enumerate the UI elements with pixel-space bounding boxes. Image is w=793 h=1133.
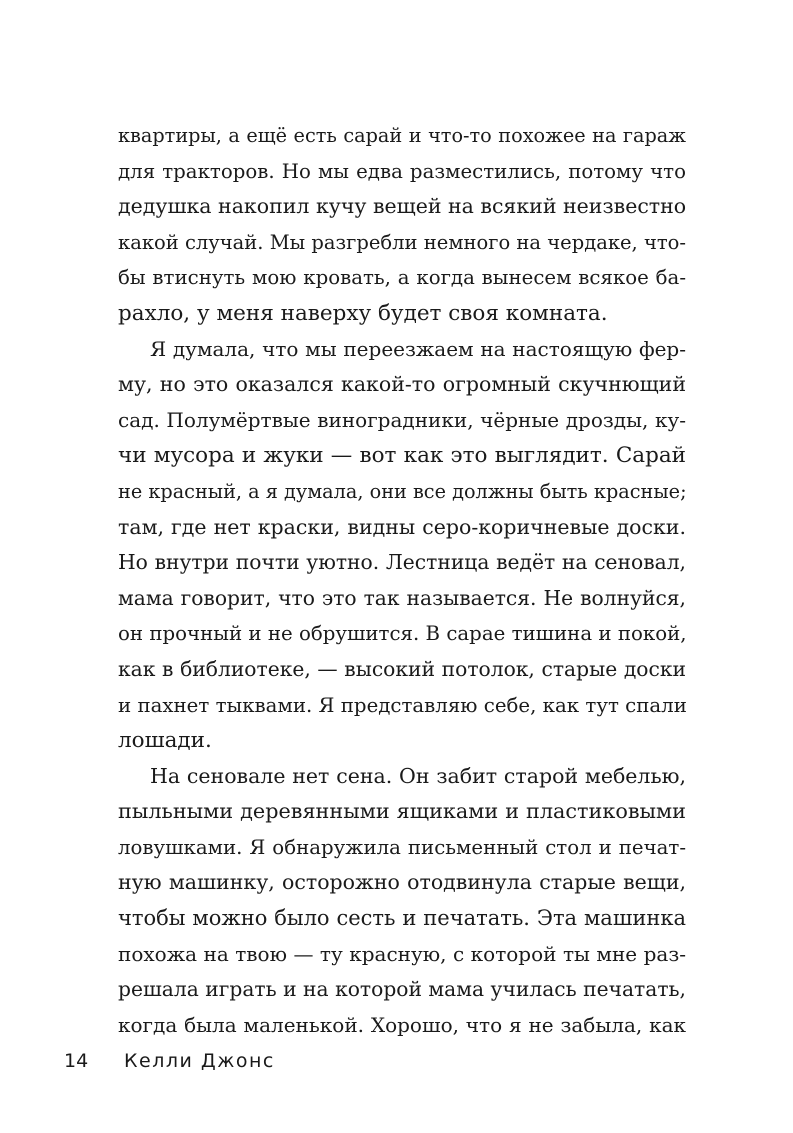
text-line: рахло, у меня наверху будет своя комната. [118, 300, 608, 326]
text-line: там, где нет краски, видны серо-коричневые доски. [118, 514, 686, 539]
text-line: бы втиснуть мою кровать, а когда вынесем всякое ба- [118, 266, 686, 290]
text-line: какой случай. Мы разгребли немного на чердаке, что- [118, 230, 686, 254]
page-footer [64, 1046, 275, 1076]
text-line: Я думала, что мы переезжаем на настоящую фер- [150, 336, 686, 361]
paragraph [118, 332, 686, 759]
text-line: пыльными деревянными ящиками и пластиковыми [118, 799, 686, 824]
text-line: чтобы можно было сесть и печатать. Эта машинка [118, 906, 686, 931]
text-line: он прочный и не обрушится. В сарае тишина и покой, [118, 622, 687, 646]
text-line: мама говорит, что это так называется. Не волнуйся, [118, 585, 686, 610]
paragraph [118, 118, 686, 332]
text-line: На сеновале нет сена. Он забит старой мебелью, [150, 763, 686, 788]
text-line: похожа на твою — ту красную, с которой ты мне раз- [118, 941, 686, 966]
running-author: Келли Джонс [124, 1050, 275, 1072]
text-line: для тракторов. Но мы едва разместились, потому что [118, 159, 686, 183]
text-line: как в библиотеке, — высокий потолок, старые доски [118, 656, 686, 681]
text-line: сад. Полумёртвые виноградники, чёрные дрозды, ку- [118, 407, 686, 432]
page-number: 14 [64, 1050, 89, 1072]
text-line: чи мусора и жуки — вот как это выглядит. Сарай [118, 443, 686, 469]
text-line: лошади. [118, 728, 212, 754]
text-line: дедушка накопил кучу вещей на всякий неизвестно [118, 194, 687, 219]
text-line: когда была маленькой. Хорошо, что я не забыла, как [118, 1012, 686, 1037]
text-line: му, но это оказался какой-то огромный скучнющий [118, 372, 686, 397]
text-line: квартиры, а ещё есть сарай и что-то похожее на гараж [118, 124, 686, 147]
text-line: решала играть и на которой мама училась печатать, [118, 977, 686, 1002]
paragraph [118, 759, 686, 1044]
text-line: Но внутри почти уютно. Лестница ведёт на сеновал, [118, 550, 686, 575]
body-text [118, 118, 686, 1043]
text-line: не красный, а я думала, они все должны быть красные; [118, 479, 687, 503]
text-line: и пахнет тыквами. Я представляю себе, как тут спали [118, 693, 687, 717]
text-line: ловушками. Я обнаружила письменный стол и печат- [118, 835, 686, 859]
text-line: ную машинку, осторожно отодвинула старые вещи, [118, 870, 686, 895]
